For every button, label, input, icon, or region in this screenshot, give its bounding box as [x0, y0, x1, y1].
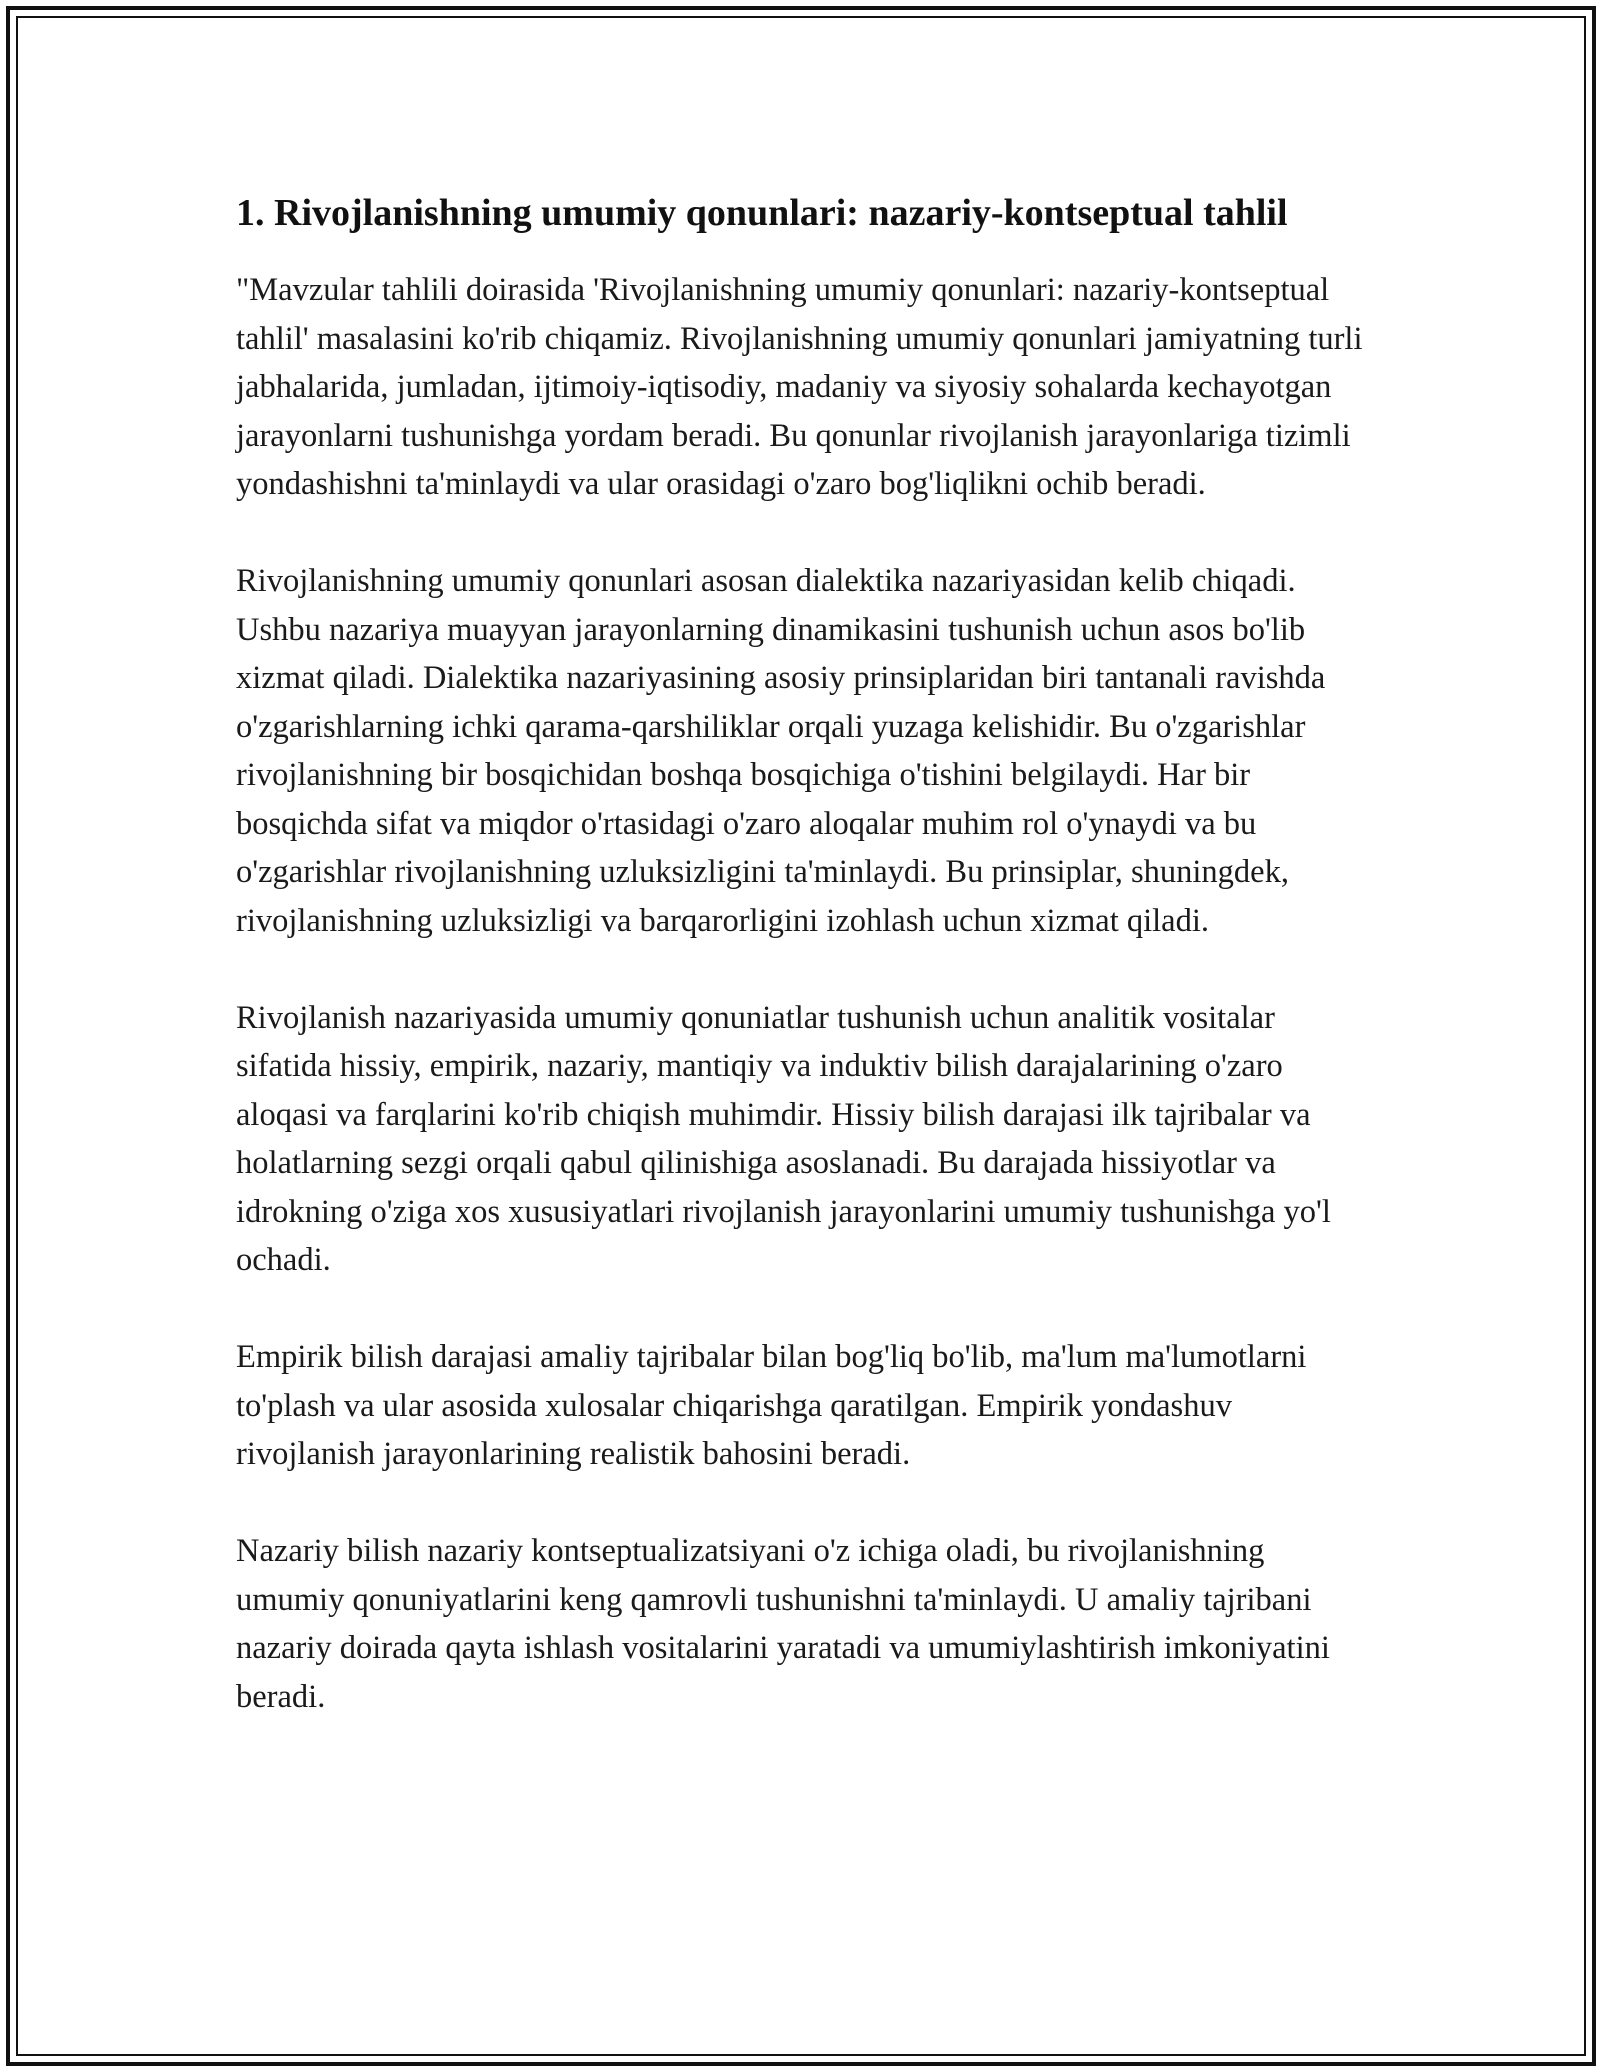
section-heading: 1. Rivojlanishning umumiy qonunlari: nazariy-kontseptual tahlil — [236, 192, 1288, 234]
paragraph-theoretical: Nazariy bilish nazariy kontseptualizatsiyani o'z ichiga oladi, bu rivojlanishning umumiy qonuniyatlarini keng qamrovli tushunishni ta'minlaydi. U amaliy tajribani nazariy doirada qayta ishlash vositalarini yaratadi va umumiylashtirish imkoniyatini beradi. — [236, 1533, 1330, 1715]
paragraph-empirical: Empirik bilish darajasi amaliy tajribalar bilan bog'liq bo'lib, ma'lum ma'lumotlarni to'plash va ular asosida xulosalar chiqarishga qaratilgan. Empirik yondashuv rivojlanish jarayonlarining realistik bahosini beradi. — [236, 1339, 1307, 1472]
document-body — [236, 186, 1366, 1770]
paragraph-cognition-levels: Rivojlanish nazariyasida umumiy qonuniatlar tushunish uchun analitik vositalar sifatida hissiy, empirik, nazariy, mantiqiy va induktiv bilish darajalarining o'zaro aloqasi va farqlarini ko'rib chiqish muhimdir. Hissiy bilish darajasi ilk tajribalar va holatlarning sezgi orqali qabul qilinishiga asoslanadi. Bu darajada hissiyotlar va idrokning o'ziga xos xususiyatlari rivojlanish jarayonlarini umumiy tushunishga yo'l ochadi. — [236, 999, 1331, 1278]
paragraph-dialectics: Rivojlanishning umumiy qonunlari asosan dialektika nazariyasidan kelib chiqadi. Ushbu nazariya muayyan jarayonlarning dinamikasini tushunish uchun asos bo'lib xizmat qiladi. Dialektika nazariyasining asosiy prinsiplaridan biri tantanali ravishda o'zgarishlarning ichki qarama-qarshiliklar orqali yuzaga kelishidir. Bu o'zgarishlar rivojlanishning bir bosqichidan boshqa bosqichiga o'tishini belgilaydi. Har bir bosqichda sifat va miqdor o'rtasidagi o'zaro aloqalar muhim rol o'ynaydi va bu o'zgarishlar rivojlanishning uzluksizligini ta'minlaydi. Bu prinsiplar, shuningdek, rivojlanishning uzluksizligi va barqarorligini izohlash uchun xizmat qiladi. — [236, 563, 1326, 939]
paragraph-intro: "Mavzular tahlili doirasida 'Rivojlanishning umumiy qonunlari: nazariy-kontseptual tahlil' masalasini ko'rib chiqamiz. Rivojlanishning umumiy qonunlari jamiyatning turli jabhalarida, jumladan, ijtimoiy-iqtisodiy, madaniy va siyosiy sohalarda kechayotgan jarayonlarni tushunishga yordam beradi. Bu qonunlar rivojlanish jarayonlariga tizimli yondashishni ta'minlaydi va ular orasidagi o'zaro bog'liqlikni ochib beradi. — [236, 272, 1363, 502]
